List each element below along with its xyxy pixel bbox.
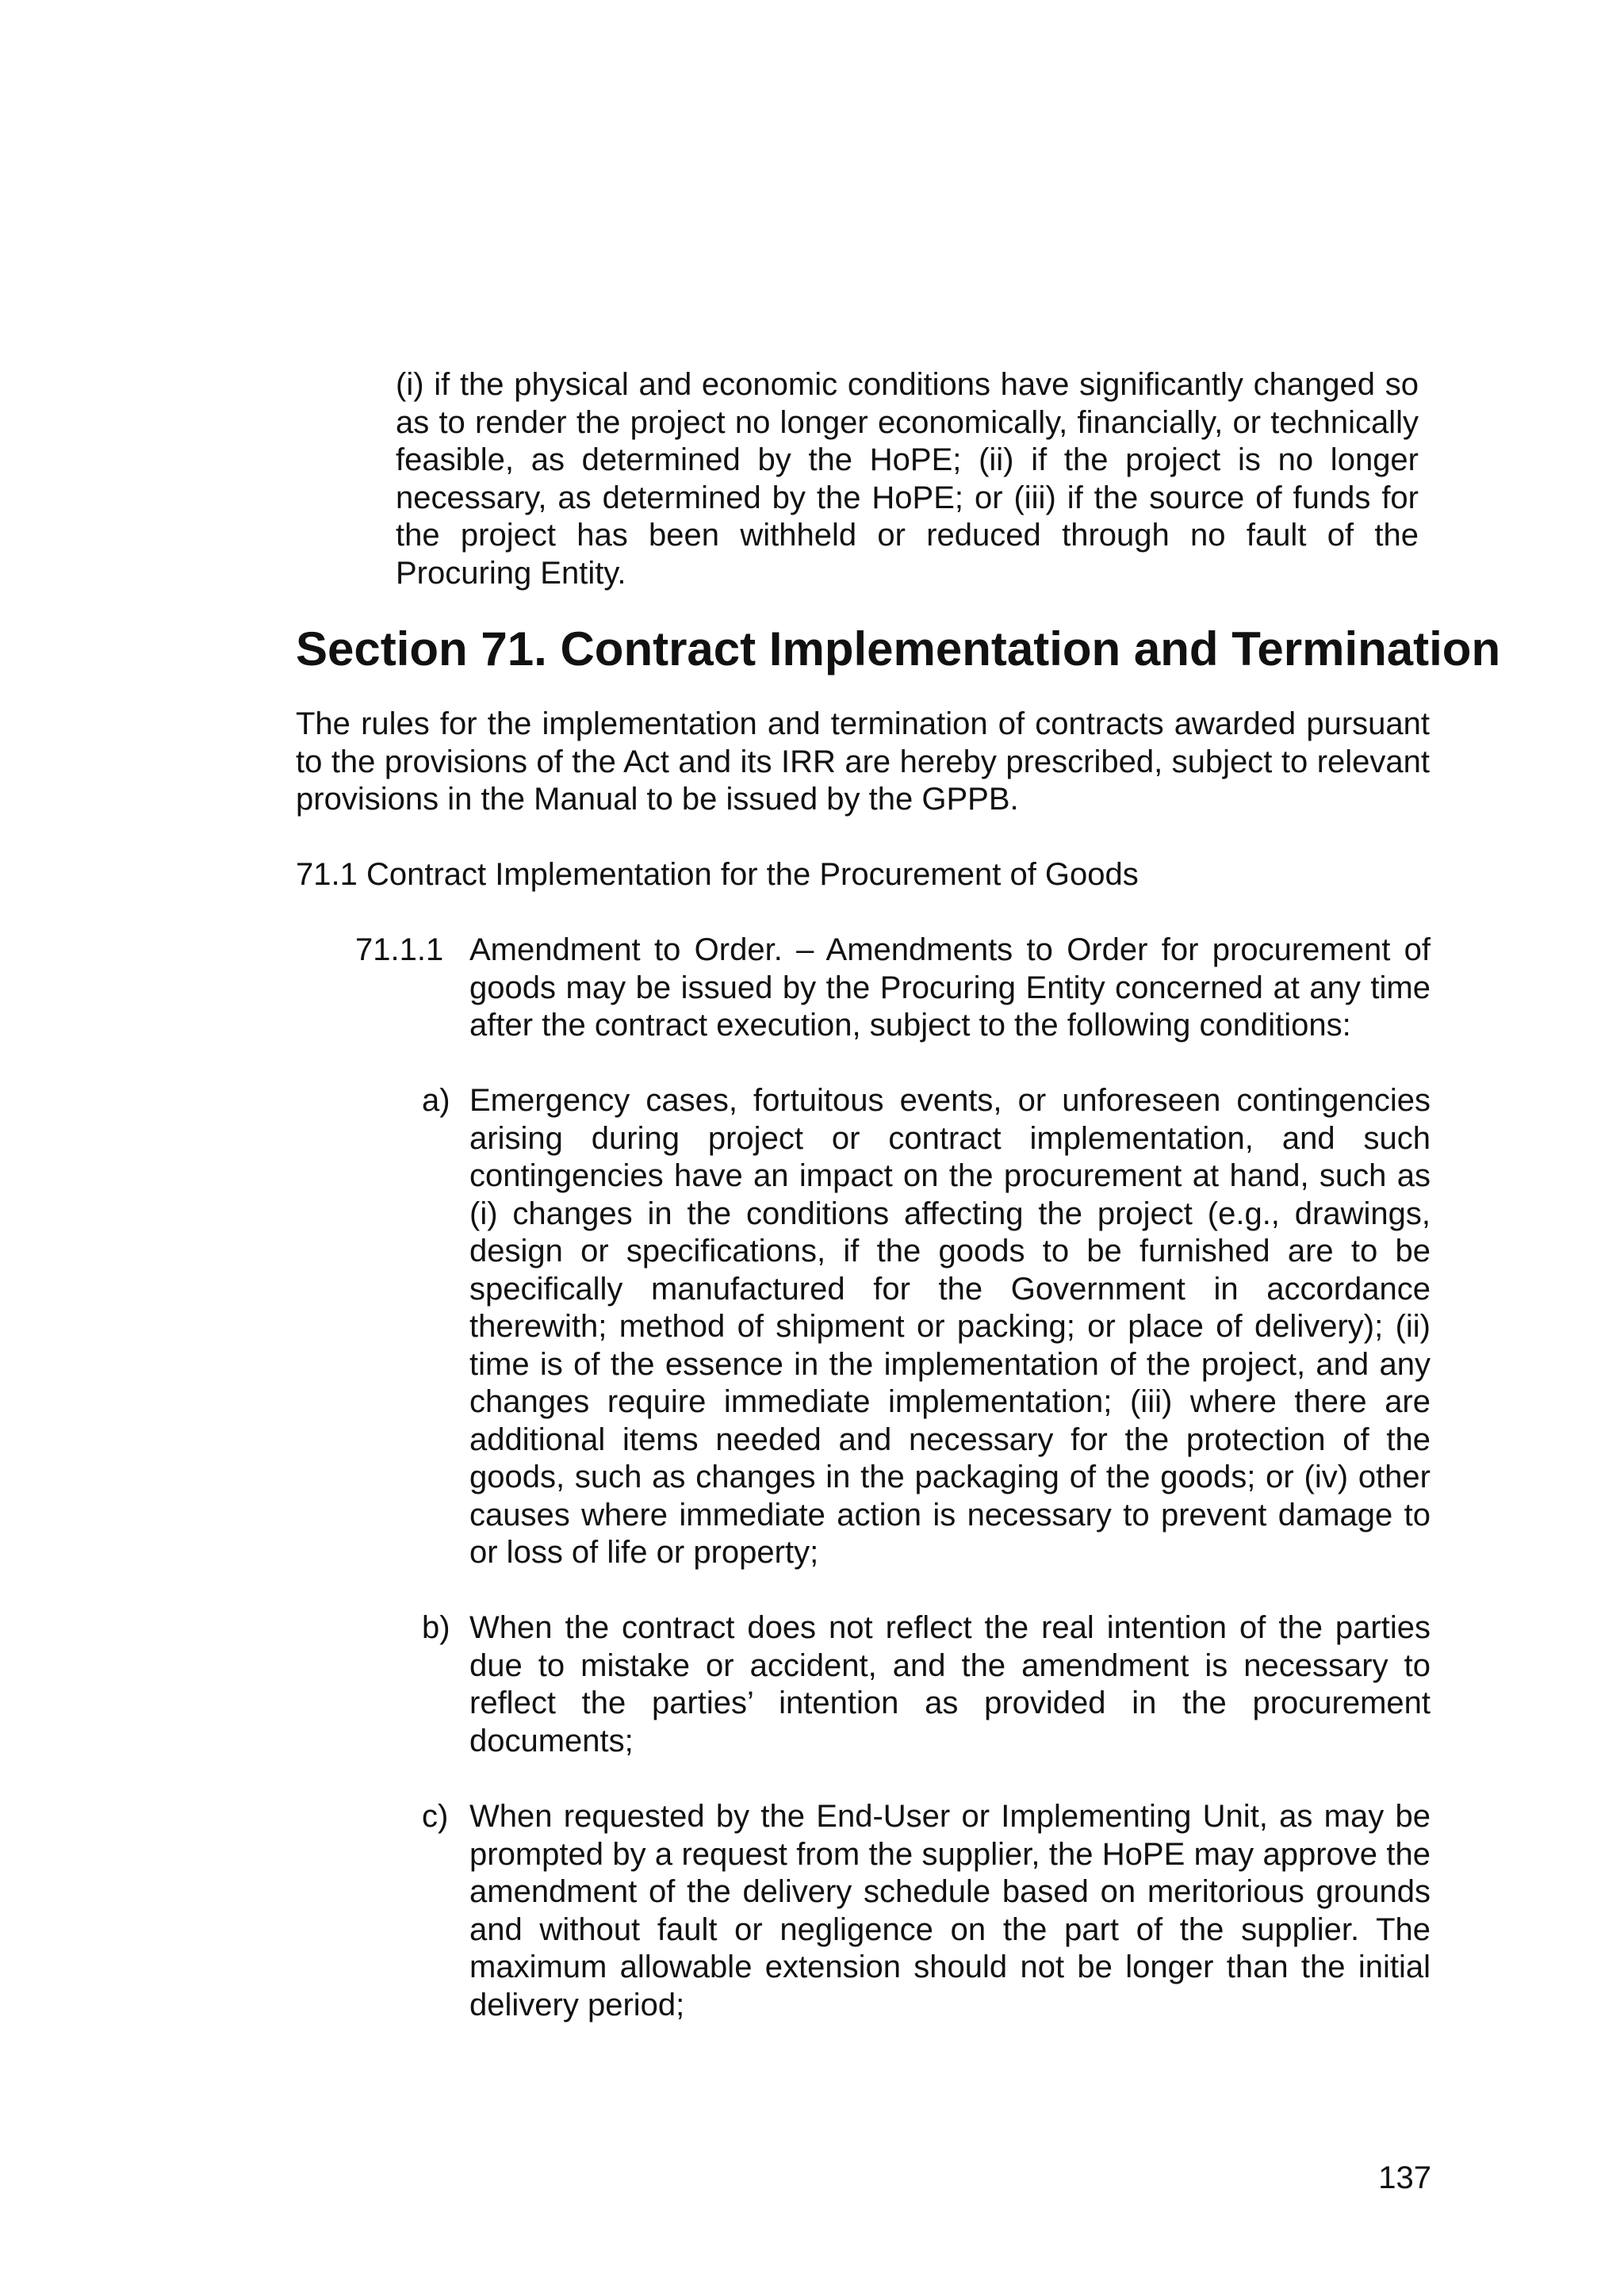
clause-text: Amendment to Order. – Amendments to Order for procurement of goods may be issued by the Procuring Entity concerned at any time after the contract execution, subject to the following conditions: xyxy=(469,932,1431,1043)
subsection-heading: 71.1 Contract Implementation for the Procurement of Goods xyxy=(296,857,1139,892)
list-item-text-a: Emergency cases, fortuitous events, or unforeseen contingencies arising during project or contract implementation, and such contingencies have an impact on the procurement at hand, such as (i) changes in the conditions affecting the project (e.g., drawings, design or specifications, if the goods to be furnished are to be specifically manufactured for the Government in accordance therewith; method of shipment or packing; or place of delivery); (ii) time is of the essence in the implementation of the project, and any changes require immediate implementation; (iii) where there are additional items needed and necessary for the protection of the goods, such as changes in the packaging of the goods; or (iv) other causes where immediate action is necessary to prevent damage to or loss of life or property; xyxy=(469,1083,1431,1570)
section-heading: Section 71. Contract Implementation and Termination xyxy=(296,622,1501,675)
list-item-label-a: a) xyxy=(422,1083,450,1118)
list-item-text-c: When requested by the End-User or Implementing Unit, as may be prompted by a request from the supplier, the HoPE may approve the amendment of the delivery schedule based on meritorious grounds and without fault or negligence on the part of the supplier. The maximum allowable extension should not be longer than the initial delivery period; xyxy=(469,1799,1431,2022)
continuation-paragraph: (i) if the physical and economic conditions have significantly changed so as to render the project no longer economically, financially, or technically feasible, as determined by the HoPE; (ii) if the project is no longer necessary, as determined by the HoPE; or (iii) if the source of funds for the project has been withheld or reduced through no fault of the Procuring Entity. xyxy=(396,367,1419,591)
list-item-text-b: When the contract does not reflect the real intention of the parties due to mistake or accident, and the amendment is necessary to reflect the parties’ intention as provided in the procurement documents; xyxy=(469,1610,1431,1758)
section-intro-paragraph: The rules for the implementation and termination of contracts awarded pursuant to the provisions of the Act and its IRR are hereby prescribed, subject to relevant provisions in the Manual to be issued by the GPPB. xyxy=(296,706,1430,817)
list-item-label-c: c) xyxy=(422,1799,449,1834)
list-item-label-b: b) xyxy=(422,1610,450,1645)
clause-number: 71.1.1 xyxy=(355,932,444,967)
page-number: 137 xyxy=(1378,2160,1431,2195)
